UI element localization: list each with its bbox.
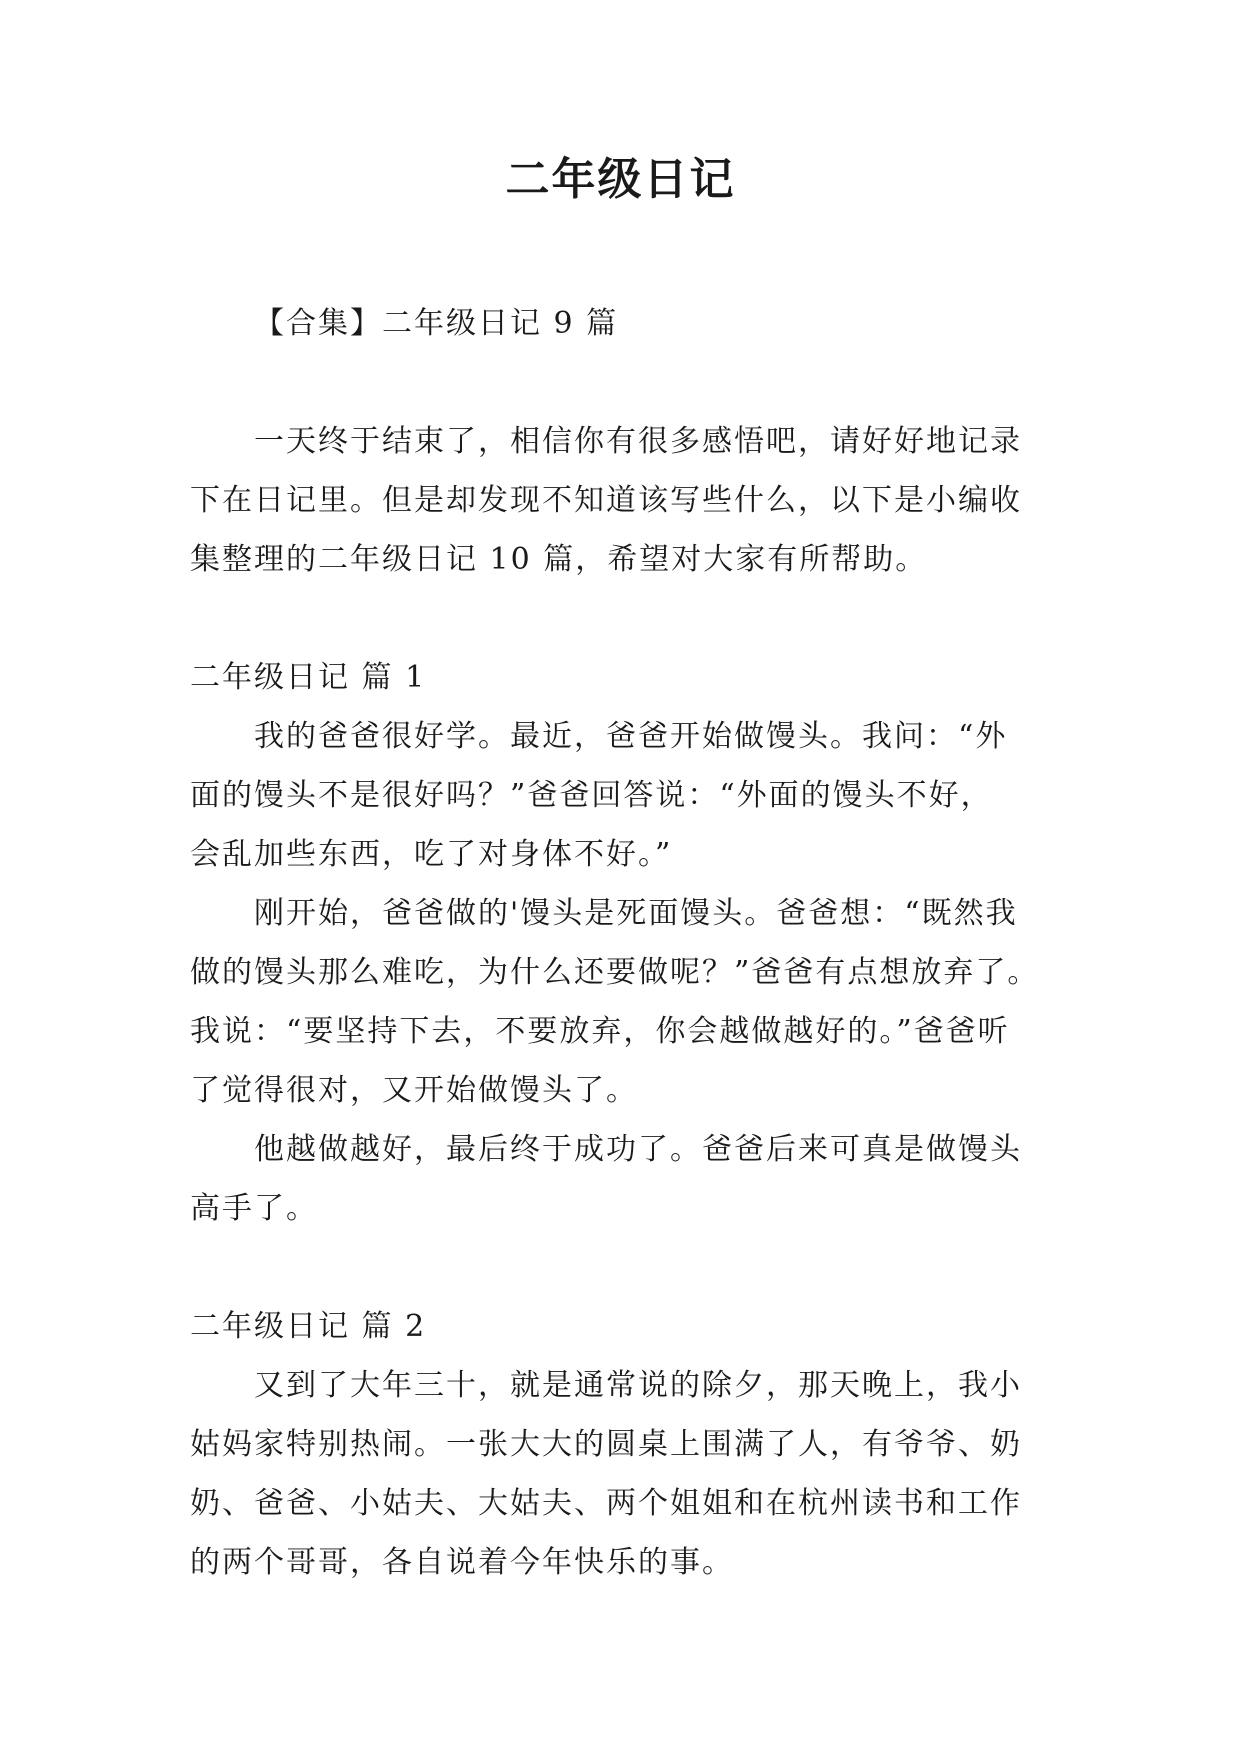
paragraph-line: 面的馒头不是很好吗？”爸爸回答说：“外面的馒头不好， (190, 778, 993, 813)
paragraph-line: 了觉得很对，又开始做馒头了。 (190, 1073, 638, 1108)
document-body (190, 294, 1050, 1592)
paragraph-line: 我说：“要坚持下去，不要放弃，你会越做越好的。”爸爸听 (190, 1014, 1010, 1049)
paragraph-line: 又到了大年三十，就是通常说的除夕，那天晚上，我小 (254, 1368, 1022, 1403)
entry-heading: 二年级日记 篇 2 (190, 1309, 427, 1344)
paragraph-line: 我的爸爸很好学。最近，爸爸开始做馒头。我问：“外 (254, 719, 1008, 754)
paragraph-line: 会乱加些东西，吃了对身体不好。” (190, 837, 673, 872)
intro-line: 下在日记里。但是却发现不知道该写些什么，以下是小编收 (190, 483, 1022, 518)
entry-heading: 二年级日记 篇 1 (190, 660, 427, 695)
spacer (190, 1238, 1050, 1297)
paragraph (190, 1120, 1050, 1238)
paragraph-line: 的两个哥哥，各自说着今年快乐的事。 (190, 1545, 734, 1580)
document-title: 二年级日记 (505, 154, 736, 205)
intro-line: 一天终于结束了，相信你有很多感悟吧，请好好地记录 (254, 424, 1022, 459)
spacer (190, 353, 1050, 412)
paragraph (190, 1356, 1050, 1592)
spacer (190, 589, 1050, 648)
paragraph-line: 他越做越好，最后终于成功了。爸爸后来可真是做馒头 (254, 1132, 1022, 1167)
paragraph-line: 做的馒头那么难吃，为什么还要做呢？”爸爸有点想放弃了。 (190, 955, 1040, 990)
entry-1 (190, 648, 1050, 1238)
paragraph-line: 刚开始，爸爸做的'馒头是死面馒头。爸爸想：“既然我 (254, 896, 1018, 931)
paragraph-line: 高手了。 (190, 1191, 318, 1226)
collection-subtitle: 【合集】二年级日记 9 篇 (254, 306, 619, 341)
intro-line: 集整理的二年级日记 10 篇，希望对大家有所帮助。 (190, 542, 928, 577)
paragraph-line: 姑妈家特别热闹。一张大大的圆桌上围满了人，有爷爷、奶 (190, 1427, 1022, 1462)
entry-2 (190, 1297, 1050, 1592)
intro-paragraph (190, 412, 1050, 589)
paragraph (190, 707, 1050, 884)
paragraph-line: 奶、爸爸、小姑夫、大姑夫、两个姐姐和在杭州读书和工作 (190, 1486, 1022, 1521)
paragraph (190, 884, 1050, 1120)
